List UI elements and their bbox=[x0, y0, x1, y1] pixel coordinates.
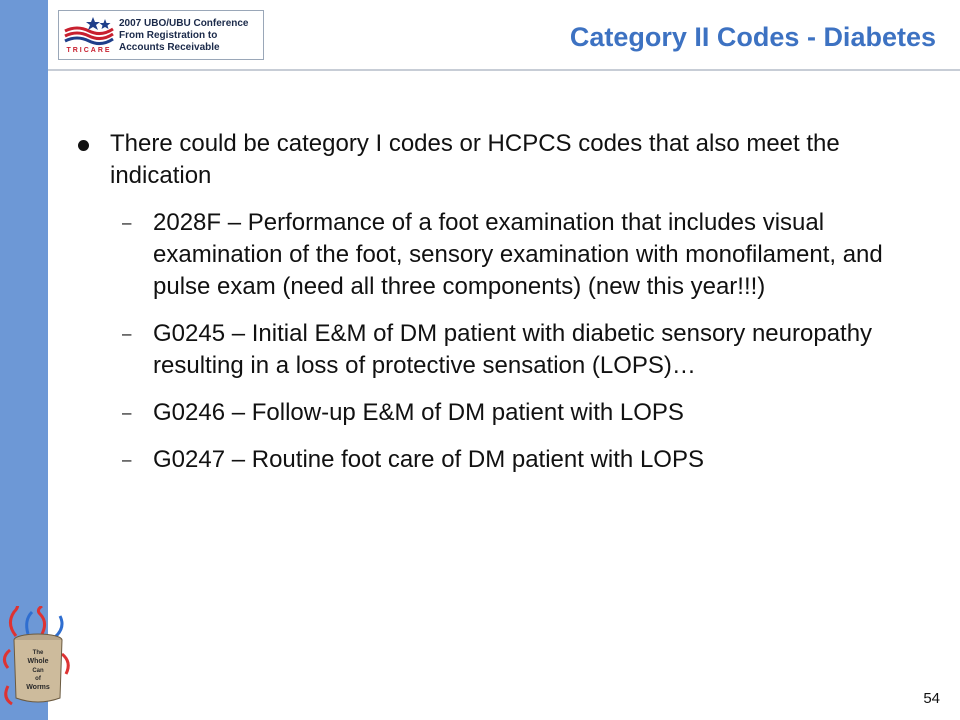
sub-bullet-g0247 bbox=[74, 444, 904, 476]
title-divider bbox=[48, 69, 960, 71]
worms-line-1: The bbox=[32, 650, 44, 656]
logo-line-2: From Registration to bbox=[119, 30, 218, 41]
worms-line-2: Whole bbox=[27, 658, 49, 665]
worms-line-3: Can bbox=[32, 668, 44, 674]
sub-bullet-text: 2028F – Performance of a foot examination that includes visual examination of the foot, sensory examination with monofilament, and pulse exam (need all three components) (new this year!!!) bbox=[153, 209, 883, 300]
main-bullet bbox=[74, 128, 904, 192]
sub-bullet-text: G0247 – Routine foot care of DM patient with LOPS bbox=[153, 446, 704, 473]
worms-line-4: of bbox=[35, 676, 41, 682]
logo-line-3: Accounts Receivable bbox=[119, 42, 220, 53]
can-of-worms-logo-icon bbox=[2, 606, 74, 706]
dash-icon: – bbox=[122, 213, 132, 232]
sub-bullet-2028f bbox=[74, 207, 904, 303]
sub-bullet-list bbox=[74, 207, 904, 476]
dash-icon: – bbox=[122, 450, 132, 469]
sub-bullet-g0246 bbox=[74, 397, 904, 429]
slide-title: Category II Codes - Diabetes bbox=[569, 22, 936, 52]
logo-line-1: 2007 UBO/UBU Conference bbox=[119, 18, 249, 29]
tricare-emblem-icon bbox=[63, 15, 115, 55]
worms-line-5: Worms bbox=[26, 684, 50, 691]
logo-text bbox=[119, 18, 263, 54]
conference-logo bbox=[58, 10, 264, 60]
dash-icon: – bbox=[122, 403, 132, 422]
bullet-dot-icon bbox=[78, 140, 89, 151]
page-number: 54 bbox=[923, 690, 940, 707]
sub-bullet-text: G0246 – Follow-up E&M of DM patient with LOPS bbox=[153, 399, 684, 426]
sub-bullet-g0245 bbox=[74, 318, 904, 382]
sub-bullet-text: G0245 – Initial E&M of DM patient with diabetic sensory neuropathy resulting in a loss of protective sensation (LOPS)… bbox=[153, 320, 873, 379]
emblem-text: TRICARE bbox=[66, 47, 112, 54]
slide-content bbox=[74, 128, 904, 491]
dash-icon: – bbox=[122, 324, 132, 343]
main-bullet-text: There could be category I codes or HCPCS codes that also meet the indication bbox=[110, 130, 840, 189]
